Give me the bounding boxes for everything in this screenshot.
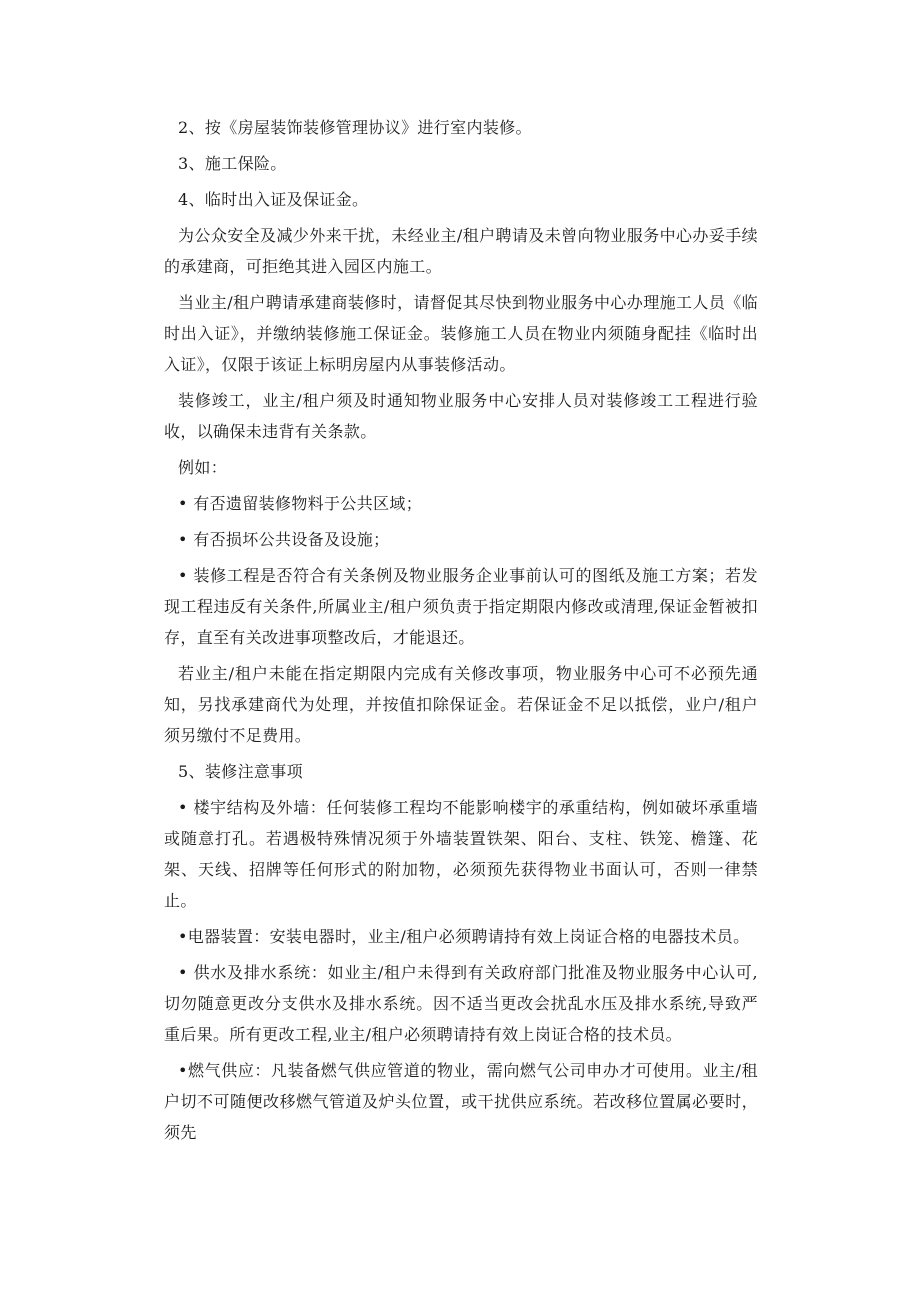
bullet-electrical: •电器装置：安装电器时，业主/租户必须聘请持有效上岗证合格的电器技术员。 <box>178 927 750 946</box>
paragraph-public-safety: 为公众安全及减少外来干扰，未经业主/租户聘请及未曾向物业服务中心办妥手续的承建商，可拒绝其进入园区内施工。 <box>164 226 758 276</box>
bullet-water-drainage: • 供水及排水系统：如业主/租户未得到有关政府部门批准及物业服务中心认可,切勿随意更改分支供水及排水系统。因不适当更改会扰乱水压及排水系统,导致严重后果。所有更改工程,业主/租户必须聘请持有效上岗证合格的技术员。 <box>164 963 758 1044</box>
paragraph-temporary-pass: 当业主/租户聘请承建商装修时，请督促其尽快到物业服务中心办理施工人员《临时出入证》，并缴纳装修施工保证金。装修施工人员在物业内须随身配挂《临时出入证》，仅限于该证上标明房屋内从事装修活动。 <box>164 293 758 374</box>
document-body <box>164 112 758 1153</box>
paragraph-for-example: 例如： <box>178 458 228 477</box>
bullet-damaged-facilities: • 有否损坏公共设备及设施； <box>178 530 390 549</box>
bullet-leftover-materials: • 有否遗留装修物料于公共区域； <box>178 494 423 513</box>
item-5-decoration-notes: 5、装修注意事项 <box>178 762 303 781</box>
item-2-decoration-agreement: 2、按《房屋装饰装修管理协议》进行室内装修。 <box>178 118 532 137</box>
bullet-gas-supply: •燃气供应：凡装备燃气供应管道的物业，需向燃气公司申办才可使用。业主/租户切不可随便改移燃气管道及炉头位置，或干扰供应系统。若改移位置属必要时，须先 <box>164 1061 758 1142</box>
paragraph-deposit-deduction: 若业主/租户未能在指定期限内完成有关修改事项，物业服务中心可不必预先通知，另找承建商代为处理，并按值扣除保证金。若保证金不足以抵偿，业户/租户须另缴付不足费用。 <box>164 664 758 745</box>
bullet-building-structure: • 楼宇结构及外墙：任何装修工程均不能影响楼宇的承重结构，例如破坏承重墙或随意打孔。若遇极特殊情况须于外墙装置铁架、阳台、支柱、铁笼、檐篷、花架、天线、招牌等任何形式的附加物，必须预先获得物业书面认可，否则一律禁止。 <box>164 798 758 910</box>
paragraph-completion-inspection: 装修竣工，业主/租户须及时通知物业服务中心安排人员对装修竣工工程进行验收，以确保未违背有关条款。 <box>164 391 758 441</box>
item-3-construction-insurance: 3、施工保险。 <box>178 154 287 173</box>
bullet-compliance-check: • 装修工程是否符合有关条例及物业服务企业事前认可的图纸及施工方案；若发现工程违反有关条件,所属业主/租户须负责于指定期限内修改或清理,保证金暂被扣存，直至有关改进事项整改后，才能退还。 <box>164 566 758 647</box>
item-4-temporary-pass-deposit: 4、临时出入证及保证金。 <box>178 190 369 209</box>
